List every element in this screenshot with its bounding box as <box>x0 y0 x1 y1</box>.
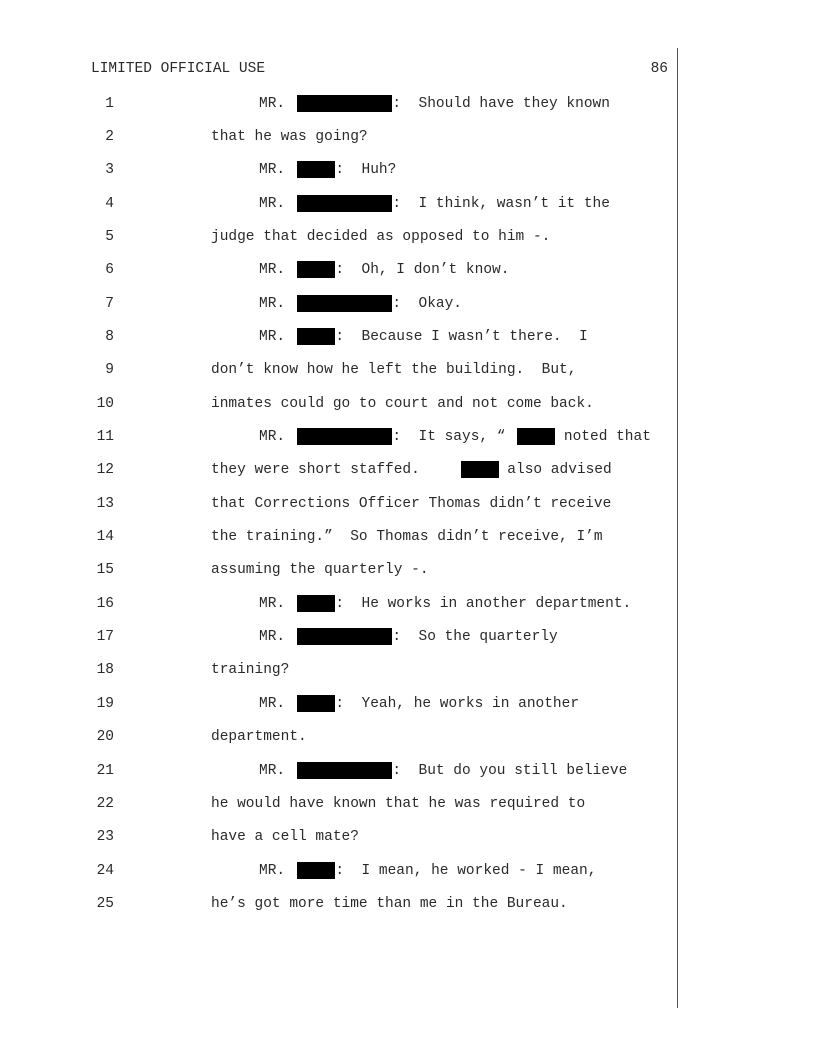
line-number: 11 <box>96 429 114 445</box>
line-number: 17 <box>96 629 114 646</box>
transcript-line <box>0 260 677 280</box>
transcript-line <box>0 227 677 247</box>
line-number: 14 <box>96 529 114 546</box>
line-text: he would have known that he was required to <box>211 795 586 812</box>
transcript-line <box>0 827 677 847</box>
line-text: MR. <box>259 595 294 612</box>
page-header <box>91 61 668 81</box>
line-text: assuming the quarterly -. <box>211 562 429 579</box>
line-text: MR. <box>259 862 294 879</box>
line-text: department. <box>211 729 307 746</box>
line-number: 7 <box>105 295 114 312</box>
line-text: MR. <box>259 195 294 212</box>
line-number: 18 <box>96 662 114 679</box>
line-text: judge that decided as opposed to him -. <box>211 228 551 245</box>
line-text: MR. <box>259 629 294 646</box>
line-text: : I think, wasn’t it the <box>392 195 610 212</box>
line-text: training? <box>211 662 290 679</box>
line-number: 15 <box>96 562 114 579</box>
line-number: 2 <box>105 128 114 145</box>
redaction-box <box>297 328 335 345</box>
redaction-box <box>297 695 335 712</box>
line-text: : Because I wasn’t there. I <box>335 328 588 345</box>
redaction-box <box>517 428 555 445</box>
line-number: 20 <box>96 729 114 746</box>
line-number: 13 <box>96 495 114 512</box>
line-number: 8 <box>105 328 114 345</box>
line-text: MR. <box>259 162 294 179</box>
line-text: they were short staffed. <box>211 462 438 479</box>
transcript-line <box>0 94 677 114</box>
line-number: 3 <box>105 162 114 179</box>
line-text: also advised <box>498 462 612 479</box>
line-text: MR. <box>259 262 294 279</box>
line-number: 9 <box>105 362 114 379</box>
classification-marking: LIMITED OFFICIAL USE <box>91 61 266 77</box>
transcript-line <box>0 627 677 647</box>
line-text: MR. <box>259 695 294 712</box>
line-text: MR. <box>259 95 294 112</box>
line-number: 21 <box>96 762 114 779</box>
transcript-line <box>0 360 677 380</box>
line-number: 6 <box>105 262 114 279</box>
transcript-line <box>0 794 677 814</box>
transcript-line <box>0 527 677 547</box>
redaction-box <box>297 595 335 612</box>
line-text: he’s got more time than me in the Bureau. <box>211 895 568 912</box>
redaction-box <box>297 862 335 879</box>
page-number: 86 <box>650 61 668 77</box>
line-text: : It says, “ <box>392 429 506 445</box>
transcript-line <box>0 327 677 347</box>
transcript-line <box>0 594 677 614</box>
line-text: MR. <box>259 429 294 445</box>
line-text: : He works in another department. <box>335 595 632 612</box>
transcript-line <box>0 694 677 714</box>
transcript-line <box>0 427 677 447</box>
line-number: 5 <box>105 228 114 245</box>
line-text: : Okay. <box>392 295 463 312</box>
line-number: 22 <box>96 795 114 812</box>
line-text: : So the quarterly <box>392 629 558 646</box>
line-text: have a cell mate? <box>211 829 359 846</box>
line-text: : Yeah, he works in another <box>335 695 580 712</box>
transcript-line <box>0 761 677 781</box>
line-number: 10 <box>96 395 114 412</box>
line-text: MR. <box>259 762 294 779</box>
line-number: 1 <box>105 95 114 112</box>
line-text: inmates could go to court and not come back. <box>211 395 594 412</box>
line-number: 12 <box>96 462 114 479</box>
redaction-box <box>461 461 499 478</box>
line-text: MR. <box>259 328 294 345</box>
line-text: : Oh, I don’t know. <box>335 262 510 279</box>
line-number: 19 <box>96 695 114 712</box>
line-text: that Corrections Officer Thomas didn’t receive <box>211 495 612 512</box>
line-number: 25 <box>96 895 114 912</box>
transcript-line <box>0 127 677 147</box>
line-text: the training.” So Thomas didn’t receive, I’m <box>211 529 603 546</box>
redaction-box <box>297 762 392 779</box>
right-margin-rule <box>677 48 678 1008</box>
redaction-box <box>297 95 392 112</box>
line-number: 23 <box>96 829 114 846</box>
transcript-line <box>0 294 677 314</box>
redaction-box <box>297 295 392 312</box>
line-text: : But do you still believe <box>392 762 628 779</box>
transcript-line <box>0 560 677 580</box>
transcript-line <box>0 194 677 214</box>
line-number: 24 <box>96 862 114 879</box>
line-text: : Huh? <box>335 162 397 179</box>
redaction-box <box>297 161 335 178</box>
transcript-line <box>0 160 677 180</box>
line-number: 4 <box>105 195 114 212</box>
transcript-line <box>0 660 677 680</box>
line-text: : Should have they known <box>392 95 610 112</box>
redaction-box <box>297 628 392 645</box>
transcript-line <box>0 460 677 480</box>
redaction-box <box>297 195 392 212</box>
redaction-box <box>297 261 335 278</box>
transcript-line <box>0 727 677 747</box>
transcript-line <box>0 394 677 414</box>
line-text: : I mean, he worked - I mean, <box>335 862 597 879</box>
line-number: 16 <box>96 595 114 612</box>
redaction-box <box>297 428 392 445</box>
transcript-line <box>0 894 677 914</box>
line-text: MR. <box>259 295 294 312</box>
transcript-line <box>0 494 677 514</box>
line-text: that he was going? <box>211 128 368 145</box>
line-text: noted that <box>555 429 651 445</box>
line-text: don’t know how he left the building. But, <box>211 362 577 379</box>
transcript-line <box>0 861 677 881</box>
